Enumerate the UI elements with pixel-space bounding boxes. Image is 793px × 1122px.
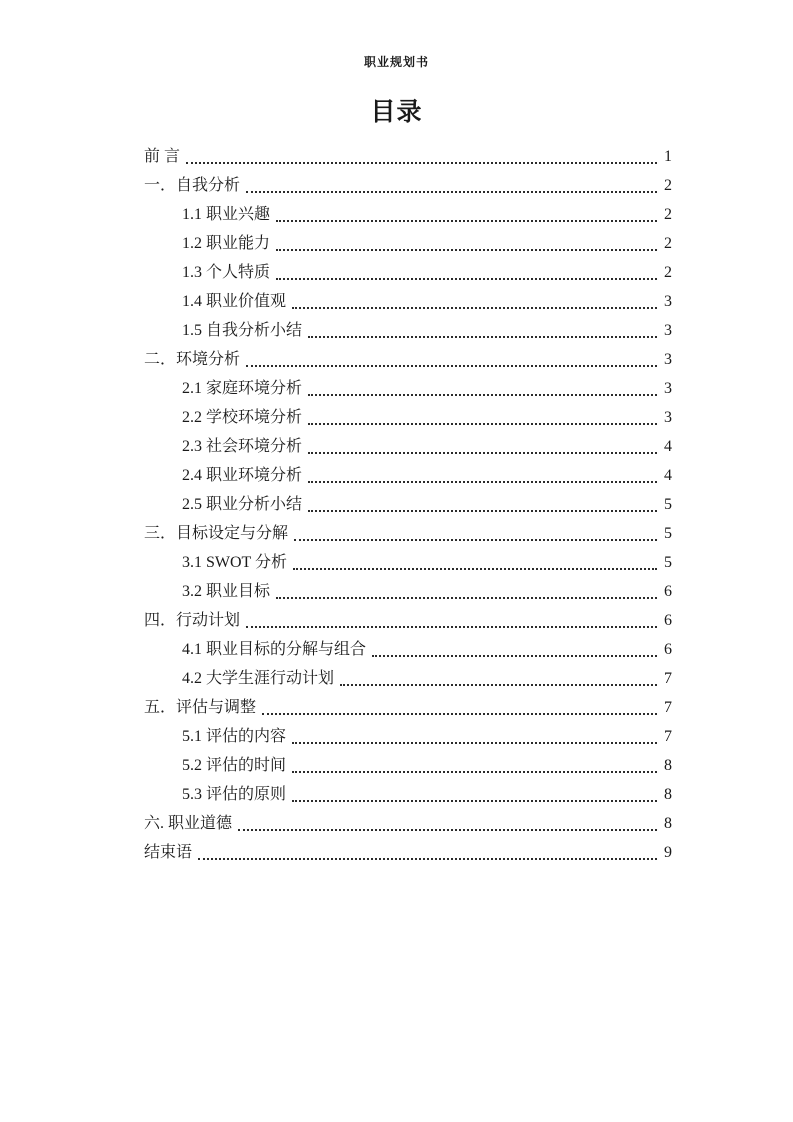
toc-entry-label: 2.4 职业环境分析 bbox=[182, 467, 303, 484]
toc-entry[interactable] bbox=[144, 461, 672, 490]
toc-entry-label: 前 言 bbox=[144, 148, 181, 165]
dot-leader-icon bbox=[308, 336, 657, 338]
dot-leader-icon bbox=[276, 597, 657, 599]
dot-leader-icon bbox=[308, 481, 657, 483]
toc-entry[interactable] bbox=[144, 345, 672, 374]
toc-entry-label: 5.3 评估的原则 bbox=[182, 786, 287, 803]
toc-entry-label: 5.2 评估的时间 bbox=[182, 757, 287, 774]
toc-page-number: 9 bbox=[664, 844, 672, 861]
toc-entry[interactable] bbox=[144, 606, 672, 635]
dot-leader-icon bbox=[293, 568, 657, 570]
toc-entry-label: 2.2 学校环境分析 bbox=[182, 409, 303, 426]
dot-leader-icon bbox=[372, 655, 657, 657]
dot-leader-icon bbox=[246, 365, 657, 367]
toc-entry-label: 3.2 职业目标 bbox=[182, 583, 271, 600]
toc-entry-label: 六. 职业道德 bbox=[144, 815, 233, 832]
toc-page-number: 2 bbox=[664, 235, 672, 252]
toc-page-number: 2 bbox=[664, 264, 672, 281]
toc-page-number: 8 bbox=[664, 757, 672, 774]
toc-entry[interactable] bbox=[144, 374, 672, 403]
toc-entry[interactable] bbox=[144, 809, 672, 838]
dot-leader-icon bbox=[308, 394, 657, 396]
dot-leader-icon bbox=[292, 307, 657, 309]
dot-leader-icon bbox=[294, 539, 657, 541]
dot-leader-icon bbox=[262, 713, 657, 715]
toc-entry-label: 三．目标设定与分解 bbox=[144, 525, 289, 542]
dot-leader-icon bbox=[308, 423, 657, 425]
toc-page-number: 7 bbox=[664, 728, 672, 745]
toc-page-number: 2 bbox=[664, 206, 672, 223]
dot-leader-icon bbox=[276, 278, 657, 280]
toc-title: 目录 bbox=[370, 99, 423, 126]
dot-leader-icon bbox=[238, 829, 657, 831]
toc-entry[interactable] bbox=[144, 258, 672, 287]
toc-entry-label: 2.5 职业分析小结 bbox=[182, 496, 303, 513]
toc bbox=[144, 142, 672, 867]
toc-entry-label: 5.1 评估的内容 bbox=[182, 728, 287, 745]
toc-entry-label: 4.1 职业目标的分解与组合 bbox=[182, 641, 367, 658]
toc-entry[interactable] bbox=[144, 142, 672, 171]
toc-page-number: 5 bbox=[664, 525, 672, 542]
toc-entry-label: 2.1 家庭环境分析 bbox=[182, 380, 303, 397]
toc-page-number: 3 bbox=[664, 351, 672, 368]
toc-page-number: 8 bbox=[664, 815, 672, 832]
dot-leader-icon bbox=[308, 510, 657, 512]
toc-entry-label: 1.5 自我分析小结 bbox=[182, 322, 303, 339]
toc-entry[interactable] bbox=[144, 548, 672, 577]
toc-entry-label: 1.2 职业能力 bbox=[182, 235, 271, 252]
toc-entry[interactable] bbox=[144, 432, 672, 461]
toc-entry-label: 四．行动计划 bbox=[144, 612, 241, 629]
toc-entry-label: 4.2 大学生涯行动计划 bbox=[182, 670, 335, 687]
toc-entry-label: 1.1 职业兴趣 bbox=[182, 206, 271, 223]
toc-entry[interactable] bbox=[144, 287, 672, 316]
toc-entry-label: 结束语 bbox=[144, 844, 193, 861]
toc-entry[interactable] bbox=[144, 519, 672, 548]
toc-page-number: 7 bbox=[664, 699, 672, 716]
toc-page-number: 5 bbox=[664, 554, 672, 571]
toc-entry-label: 五．评估与调整 bbox=[144, 699, 257, 716]
toc-entry[interactable] bbox=[144, 838, 672, 867]
toc-page-number: 4 bbox=[664, 467, 672, 484]
toc-page-number: 4 bbox=[664, 438, 672, 455]
dot-leader-icon bbox=[292, 742, 657, 744]
page-header: 职业规划书 bbox=[363, 55, 429, 69]
toc-page-number: 3 bbox=[664, 409, 672, 426]
toc-entry[interactable] bbox=[144, 693, 672, 722]
toc-entry[interactable] bbox=[144, 490, 672, 519]
toc-entry[interactable] bbox=[144, 403, 672, 432]
dot-leader-icon bbox=[186, 162, 657, 164]
dot-leader-icon bbox=[308, 452, 657, 454]
dot-leader-icon bbox=[246, 191, 657, 193]
toc-page-number: 7 bbox=[664, 670, 672, 687]
toc-entry[interactable] bbox=[144, 751, 672, 780]
toc-entry-label: 2.3 社会环境分析 bbox=[182, 438, 303, 455]
dot-leader-icon bbox=[276, 249, 657, 251]
toc-page-number: 1 bbox=[664, 148, 672, 165]
toc-page-number: 6 bbox=[664, 641, 672, 658]
toc-page-number: 3 bbox=[664, 293, 672, 310]
toc-page-number: 3 bbox=[664, 380, 672, 397]
toc-entry[interactable] bbox=[144, 577, 672, 606]
toc-page-number: 8 bbox=[664, 786, 672, 803]
toc-entry[interactable] bbox=[144, 171, 672, 200]
toc-entry-label: 二．环境分析 bbox=[144, 351, 241, 368]
toc-entry[interactable] bbox=[144, 229, 672, 258]
toc-entry[interactable] bbox=[144, 780, 672, 809]
toc-entry-label: 1.3 个人特质 bbox=[182, 264, 271, 281]
dot-leader-icon bbox=[198, 858, 657, 860]
toc-entry-label: 3.1 SWOT 分析 bbox=[182, 554, 288, 571]
toc-page-number: 5 bbox=[664, 496, 672, 513]
dot-leader-icon bbox=[292, 800, 657, 802]
toc-entry[interactable] bbox=[144, 200, 672, 229]
dot-leader-icon bbox=[292, 771, 657, 773]
toc-page-number: 6 bbox=[664, 583, 672, 600]
toc-entry[interactable] bbox=[144, 722, 672, 751]
dot-leader-icon bbox=[276, 220, 657, 222]
dot-leader-icon bbox=[246, 626, 657, 628]
toc-entry[interactable] bbox=[144, 635, 672, 664]
toc-entry-label: 1.4 职业价值观 bbox=[182, 293, 287, 310]
toc-entry-label: 一．自我分析 bbox=[144, 177, 241, 194]
toc-page-number: 3 bbox=[664, 322, 672, 339]
toc-entry[interactable] bbox=[144, 316, 672, 345]
toc-page-number: 2 bbox=[664, 177, 672, 194]
toc-entry[interactable] bbox=[144, 664, 672, 693]
dot-leader-icon bbox=[340, 684, 657, 686]
toc-page-number: 6 bbox=[664, 612, 672, 629]
